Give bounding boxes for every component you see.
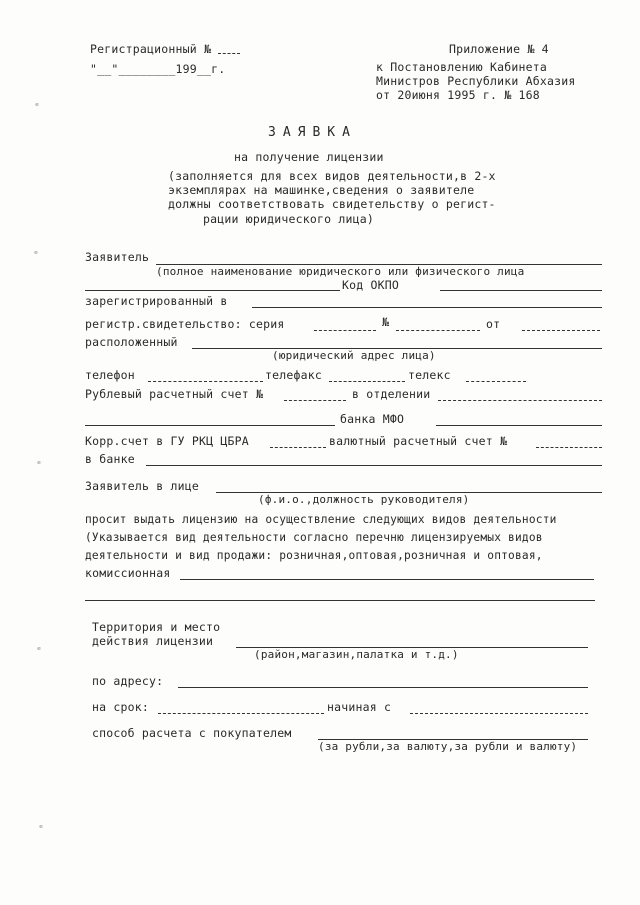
- certificate-number-sign: №: [382, 315, 390, 329]
- by-address-line[interactable]: [178, 687, 588, 688]
- bank-mfo-label: банка МФО: [340, 412, 405, 426]
- fax-label: телефакс: [265, 368, 322, 382]
- margin-mark-2: ₑ: [33, 246, 40, 257]
- payment-hint: (за рубли,за валюту,за рубли и валюту): [318, 740, 578, 753]
- fax-line[interactable]: [329, 381, 405, 382]
- registered-in-line[interactable]: [252, 307, 602, 308]
- phone-line[interactable]: [148, 381, 263, 382]
- term-label: на срок:: [92, 700, 149, 714]
- certificate-date-line[interactable]: [522, 330, 600, 331]
- margin-mark-3: ₑ: [36, 456, 43, 467]
- registration-date-label: "__"________199__г.: [90, 62, 226, 76]
- person-hint: (ф.и.о.,должность руководителя): [258, 493, 470, 506]
- applicant-name-line-2[interactable]: [85, 290, 340, 291]
- corr-account-line[interactable]: [270, 447, 326, 448]
- margin-mark-1: ₑ: [34, 98, 41, 109]
- document-title: ЗАЯВКА: [268, 125, 357, 140]
- margin-mark-5: ₑ: [38, 820, 45, 831]
- telex-line[interactable]: [466, 381, 526, 382]
- located-label: расположенный: [85, 335, 178, 349]
- corr-account-label: Корр.счет в ГУ РКЦ ЦБРА: [85, 434, 249, 448]
- registered-in-label: зарегистрированный в: [85, 294, 228, 308]
- by-address-label: по адресу:: [92, 674, 164, 688]
- starting-label: начиная с: [327, 700, 392, 714]
- in-bank-label: в банке: [85, 452, 135, 466]
- okpo-line[interactable]: [440, 290, 602, 291]
- okpo-label: Код ОКПО: [342, 278, 399, 292]
- starting-date-line[interactable]: [410, 713, 588, 714]
- instruction-line-4: рации юридического лица): [203, 212, 374, 226]
- request-line-3: деятельности и вид продажи: розничная,оптовая,розничная и оптовая,: [85, 549, 543, 562]
- territory-hint: (район,магазин,палатка и т.д.): [254, 648, 459, 661]
- request-line-2: (Указывается вид деятельности согласно перечню лицензируемых видов: [85, 531, 543, 544]
- currency-account-line[interactable]: [536, 447, 602, 448]
- address-hint: (юридический адрес лица): [272, 349, 436, 362]
- applicant-person-label: Заявитель в лице: [85, 479, 199, 493]
- request-line-1: просит выдать лицензию на осуществление следующих видов деятельности: [85, 513, 557, 526]
- appendix-label: Приложение № 4: [449, 42, 549, 56]
- telex-label: телекс: [408, 368, 451, 382]
- territory-label-2: действия лицензии: [92, 634, 214, 648]
- instruction-line-2: экземплярах на машинке,сведения о заявителе: [168, 183, 475, 197]
- instruction-line-1: (заполняется для всех видов деятельности,в 2-х: [168, 169, 496, 183]
- bank-line[interactable]: [146, 465, 602, 466]
- activity-line-1[interactable]: [180, 579, 594, 580]
- appendix-line-3: Министров Республики Абхазия: [376, 74, 576, 88]
- registration-number-label: Регистрационный №: [90, 42, 212, 56]
- registration-number-line[interactable]: [218, 53, 240, 54]
- phone-label: телефон: [85, 368, 135, 382]
- document-subtitle: на получение лицензии: [234, 150, 384, 164]
- request-line-4: комиссионная: [85, 566, 171, 580]
- ruble-account-label: Рублевый расчетный счет №: [85, 387, 264, 401]
- appendix-line-2: к Постановлению Кабинета: [376, 60, 547, 74]
- appendix-line-4: от 20июня 1995 г. № 168: [376, 88, 540, 102]
- applicant-hint: (полное наименование юридического или физического лица: [156, 265, 525, 278]
- activity-line-2[interactable]: [85, 600, 595, 601]
- applicant-label: Заявитель: [85, 250, 150, 264]
- in-branch-label: в отделении: [352, 387, 431, 401]
- reg-certificate-label: регистр.свидетельство: серия: [85, 317, 285, 331]
- certificate-from-label: от: [486, 317, 501, 331]
- currency-account-label: валютный расчетный счет №: [329, 434, 508, 448]
- certificate-number-line[interactable]: [396, 330, 480, 331]
- margin-mark-4: ₑ: [36, 642, 43, 653]
- term-line[interactable]: [158, 713, 324, 714]
- ruble-account-line-2[interactable]: [85, 425, 335, 426]
- branch-line[interactable]: [438, 400, 602, 401]
- certificate-series-line[interactable]: [314, 330, 376, 331]
- ruble-account-line[interactable]: [284, 400, 346, 401]
- territory-label-1: Территория и место: [92, 620, 221, 634]
- payment-method-label: способ расчета с покупателем: [92, 726, 292, 740]
- bank-mfo-line[interactable]: [436, 425, 602, 426]
- instruction-line-3: должны соответствовать свидетельству о регист-: [168, 197, 496, 211]
